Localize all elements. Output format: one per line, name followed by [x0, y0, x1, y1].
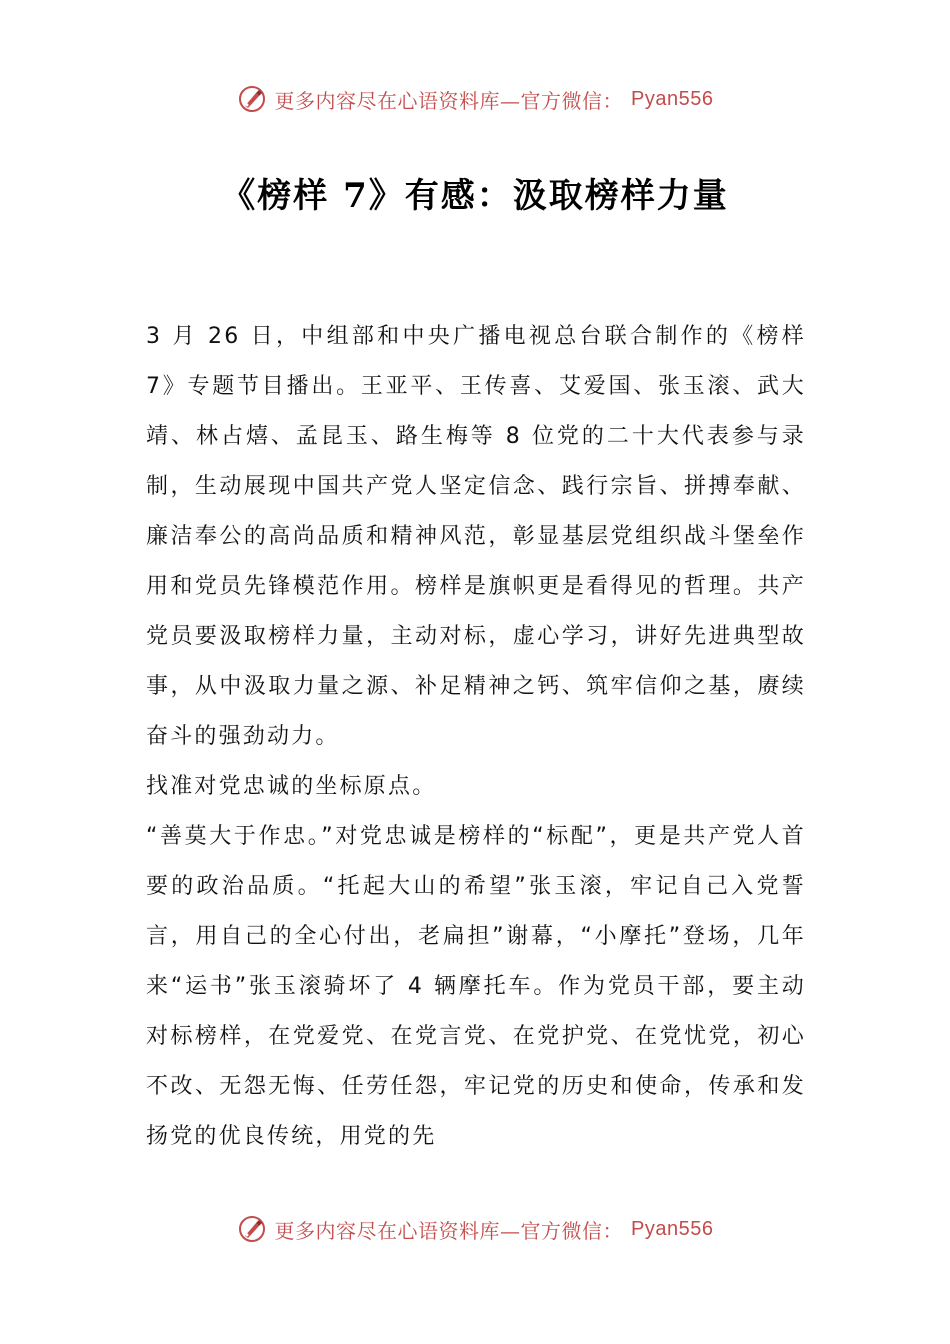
paragraph-intro: 3 月 26 日，中组部和中央广播电视总台联合制作的《榜样 7》专题节目播出。王亚平、王传喜、艾爱国、张玉滚、武大靖、林占熺、孟昆玉、路生梅等 8 位党的二十大代表参与录制，生动展现中国共产党人坚定信念、践行宗旨、拼搏奉献、廉洁奉公的高尚品质和精神风范，彰显基层党组织战斗堡垒作用和党员先锋模范作用。榜样是旗帜更是看得见的哲理。共产党员要汲取榜样力量，主动对标，虚心学习，讲好先进典型故事，从中汲取力量之源、补足精神之钙、筑牢信仰之基，赓续奋斗的强劲动力。 [146, 324, 806, 749]
watermark-text: 更多内容尽在心语资料库—官方微信： [274, 1218, 624, 1243]
paragraph-loyalty: “善莫大于作忠。”对党忠诚是榜样的“标配”，更是共产党人首要的政治品质。“托起大山的希望”张玉滚，牢记自己入党誓言，用自己的全心付出，老扁担”谢幕，“小摩托”登场，几年来“运书”张玉滚骑坏了 4 辆摩托车。作为党员干部，要主动对标榜样，在党爱党、在党言党、在党护党、在党忧党，初心不改、无怨无悔、任劳任怨，牢记党的历史和使命，传承和发扬党的优良传统，用党的先 [146, 824, 806, 1149]
pen-nib-icon [237, 84, 267, 114]
header-watermark [0, 84, 950, 114]
watermark-text: 更多内容尽在心语资料库—官方微信： [274, 88, 624, 113]
watermark-contact: Pyan556 [631, 87, 714, 110]
pen-nib-icon [237, 1214, 267, 1244]
document-body [146, 312, 806, 1162]
paragraph-heading: 找准对党忠诚的坐标原点。 [146, 774, 437, 799]
footer-watermark [0, 1214, 950, 1244]
watermark-contact: Pyan556 [631, 1217, 714, 1240]
document-title: 《榜样 7》有感：汲取榜样力量 [221, 176, 729, 216]
